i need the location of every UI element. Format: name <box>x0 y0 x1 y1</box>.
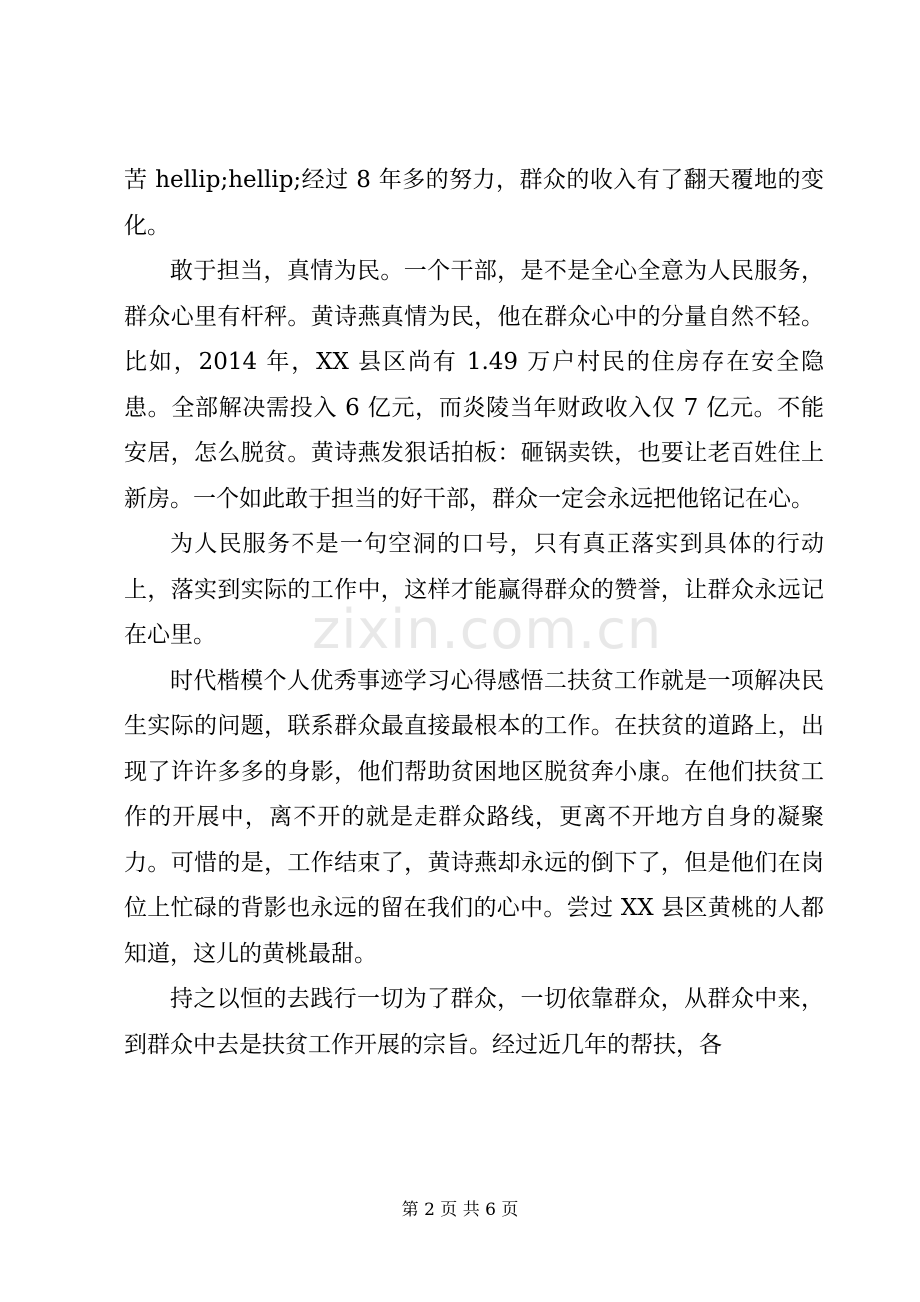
watermark: zixin.com.cn <box>312 598 663 661</box>
paragraph-3: 为人民服务不是一句空洞的口号，只有真正落实到具体的行动上，落实到实际的工作中，这样才能赢得群众的赞誉，让群众永远记在心里。 <box>124 531 824 648</box>
paragraph-2: 敢于担当，真情为民。一个干部，是不是全心全意为人民服务，群众心里有杆秤。黄诗燕真情为民，他在群众心中的分量自然不轻。比如，2014 年，XX 县区尚有 1.49 万户村民的住房存在安全隐患。全部解决需投入 6 亿元，而炎陵当年财政收入仅 7 亿元。不能安居，怎么脱贫。黄诗燕发狠话拍板：砸锅卖铁，也要让老百姓住上新房。一个如此敢于担当的好干部，群众一定会永远把他铭记在心。 <box>124 258 824 512</box>
page-footer: 第 2 页 共 6 页 <box>401 1200 519 1220</box>
paragraph-4: 时代楷模个人优秀事迹学习心得感悟二扶贫工作就是一项解决民生实际的问题，联系群众最直接最根本的工作。在扶贫的道路上，出现了许许多多的身影，他们帮助贫困地区脱贫奔小康。在他们扶贫工作的开展中，离不开的就是走群众路线，更离不开地方自身的凝聚力。可惜的是，工作结束了，黄诗燕却永远的倒下了，但是他们在岗位上忙碌的背影也永远的留在我们的心中。尝过 XX 县区黄桃的人都知道，这儿的黄桃最甜。 <box>124 667 824 967</box>
paragraph-5: 持之以恒的去践行一切为了群众，一切依靠群众，从群众中来，到群众中去是扶贫工作开展的宗旨。经过近几年的帮扶，各 <box>124 986 824 1058</box>
document-body <box>124 158 824 1068</box>
paragraph-1: 苦 hellip;hellip;经过 8 年多的努力，群众的收入有了翻天覆地的变化。 <box>124 167 824 239</box>
